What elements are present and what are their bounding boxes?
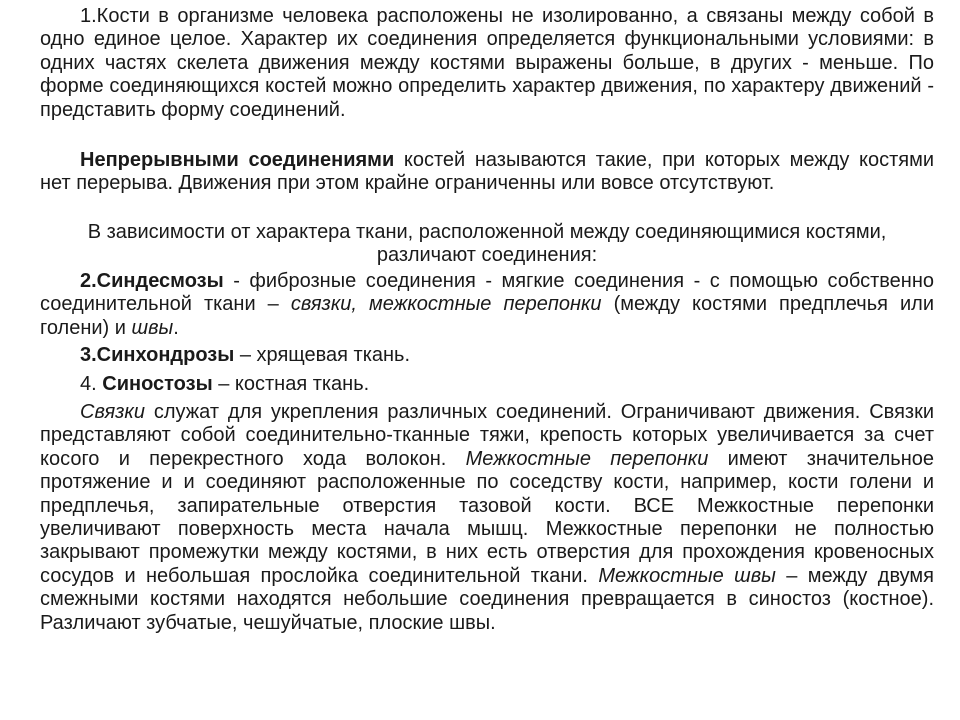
paragraph-text: – между двумя смежными костями находятся небольшие соединения превращается в синостоз (костное). Различают зубчатые, чешуйчатые, плоские швы. [40,564,934,634]
paragraph-text: – хрящевая ткань. [234,344,411,366]
italic-interosseous-sutures: Межкостные швы [598,564,776,587]
paragraph-text: . [173,316,179,339]
paragraph-synchondroses [40,344,934,367]
paragraph-syndesmoses [40,270,934,340]
italic-ligaments: Связки [80,401,145,423]
paragraph-text: – костная ткань. [212,373,370,395]
italic-interosseous-membranes: Межкостные перепонки [465,447,709,470]
italic-sutures: швы [131,316,174,339]
paragraph-text: 1.Кости в организме человека расположены не изолированно, а связаны между собой в одно единое целое. Характер их соединения определяется функциональными условиями: в одних частях скелета движения между костями выражены больше, в других - меньше. По форме соединяющихся костей можно определить характер движения, по характеру движений - представить форму соединений. [40,5,934,121]
paragraph-text: служат для укрепления различных соединений. Ограничивают движения. Связки представляют собой соединительно-тканные тяжи, крепость которых увеличивается за счет косого и перекрестного хода волокон. [40,401,934,470]
paragraph-text: костей называются такие, при которых между костями нет перерыва. Движения при этом крайне ограниченны или вовсе отсутствуют. [40,149,934,195]
paragraph-tissue-types [40,221,934,268]
term-continuous-joints: Непрерывными соединениями [80,149,395,171]
paragraph-ligaments [40,401,934,635]
paragraph-bones-intro [40,5,934,122]
term-syndesmoses: 2.Синдесмозы [80,270,224,292]
paragraph-continuous-joints [40,149,934,196]
italic-ligaments-membranes: связки, межкостные перепонки [290,293,602,316]
paragraph-synostoses [40,373,934,396]
paragraph-text: имеют значительное протяжение и и соединяют расположенные по соседству кости, например, кости голени и предплечья, запирательные отверстия тазовой кости. ВСЕ Межкостные перепонки увеличивают поверхность места начала мышц. Межкостные перепонки не полностью закрывают промежутки между костями, в них есть отверстия для прохождения кровеносных сосудов и небольшая прослойка соединительной ткани. [40,447,934,587]
paragraph-prefix: 4. [80,373,103,395]
term-synostoses: Синостозы [102,373,213,395]
paragraph-text: (между костями предплечья или голени) и [40,293,935,339]
term-synchondroses: 3.Синхондрозы [80,344,235,366]
paragraph-text: В зависимости от характера ткани, расположенной между соединяющимися костями, различают соединения: [87,221,887,267]
paragraph-text: - фиброзные соединения - мягкие соединения - с помощью собственно соединительной ткани – [40,270,934,316]
